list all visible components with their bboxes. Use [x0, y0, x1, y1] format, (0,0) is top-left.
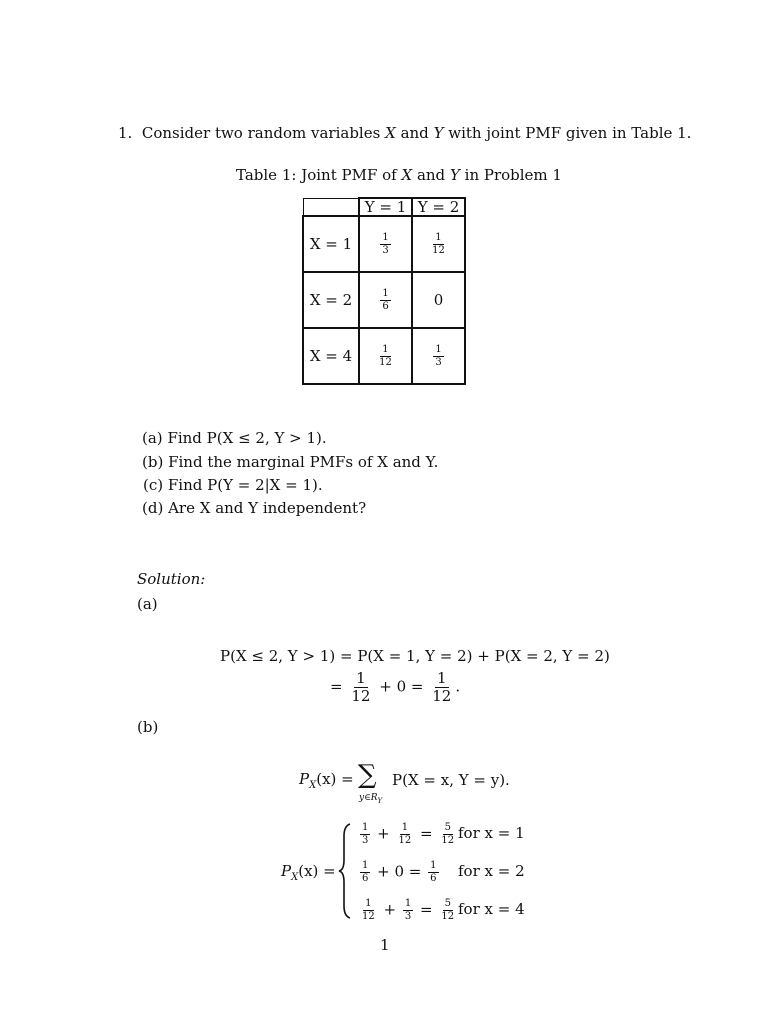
problem-number: 1. [118, 124, 133, 142]
case-row: $\frac{1}{6}$ + 0 = $\frac{1}{6}$ [362, 860, 437, 884]
question-label: (b) [142, 453, 164, 471]
equation-a-line2: = $\frac{1}{12}$ + 0 = $\frac{1}{12}$ . [330, 669, 461, 705]
problem-statement [118, 124, 691, 142]
caption-and: and [416, 166, 446, 184]
statement-and: and [400, 124, 429, 142]
equation-b-marginal: $P_X(x)$ = [299, 770, 354, 791]
question-label: (a) [142, 429, 163, 447]
question-text: Are X and Y independent? [168, 499, 367, 517]
statement-post: with joint PMF given in Table 1. [448, 124, 692, 142]
cases-lhs: $P_X(x)$ = [281, 862, 336, 883]
var-x: X [385, 124, 396, 142]
col-header: Y = 1 [359, 198, 412, 216]
table-row [303, 328, 465, 384]
pmf-cell: $\frac{1}{12}$ [412, 216, 465, 272]
cases-brace [338, 822, 352, 920]
question-text: Find P(X ≤ 2, Y > 1). [167, 429, 327, 447]
pmf-cell: $\frac{1}{12}$ [359, 328, 412, 384]
question-text: Find P(Y = 2|X = 1). [167, 476, 323, 494]
table-caption [236, 166, 562, 184]
row-header: X = 2 [303, 272, 359, 328]
part-a-label: (a) [137, 595, 158, 613]
question-item [142, 453, 438, 471]
summation-symbol: ∑ [358, 760, 377, 790]
solution-heading: Solution: [137, 570, 206, 588]
question-item [143, 476, 323, 494]
question-item [142, 499, 366, 517]
pmf-cell: 0 [412, 272, 465, 328]
equation-b-rhs: P(X = x, Y = y). [392, 771, 510, 789]
row-header: X = 1 [303, 216, 359, 272]
case-condition: for x = 4 [458, 900, 525, 918]
case-row: $\frac{1}{12}$ + $\frac{1}{3}$ = $\frac{5}{12}$ [362, 898, 455, 922]
table-header-row [303, 198, 465, 216]
row-header: X = 4 [303, 328, 359, 384]
pmf-cell: $\frac{1}{3}$ [412, 328, 465, 384]
col-header: Y = 2 [412, 198, 465, 216]
pmf-cell: $\frac{1}{6}$ [359, 272, 412, 328]
caption-pre: Table 1: Joint PMF of [236, 166, 397, 184]
var-y: Y [433, 124, 444, 142]
question-item [142, 429, 327, 447]
table-row [303, 272, 465, 328]
statement-pre: Consider two random variables [141, 124, 381, 142]
equation-a-line1: P(X ≤ 2, Y > 1) = P(X = 1, Y = 2) + P(X = 2, Y = 2) [220, 647, 610, 665]
question-label: (d) [142, 499, 164, 517]
pmf-cell: $\frac{1}{3}$ [359, 216, 412, 272]
table-corner-cell [303, 198, 359, 216]
case-condition: for x = 2 [458, 862, 525, 880]
question-label: (c) [143, 476, 164, 494]
case-row: $\frac{1}{3}$ + $\frac{1}{12}$ = $\frac{5}{12}$ [362, 822, 455, 846]
table-row [303, 216, 465, 272]
part-b-label: (b) [137, 718, 159, 736]
case-condition: for x = 1 [458, 824, 525, 842]
caption-post: in Problem 1 [464, 166, 562, 184]
page-number: 1 [380, 936, 390, 954]
question-text: Find the marginal PMFs of X and Y. [168, 453, 439, 471]
caption-y: Y [449, 166, 460, 184]
joint-pmf-table [302, 197, 466, 385]
caption-x: X [401, 166, 413, 184]
summation-subscript: $y\in R_Y$ [359, 793, 383, 805]
